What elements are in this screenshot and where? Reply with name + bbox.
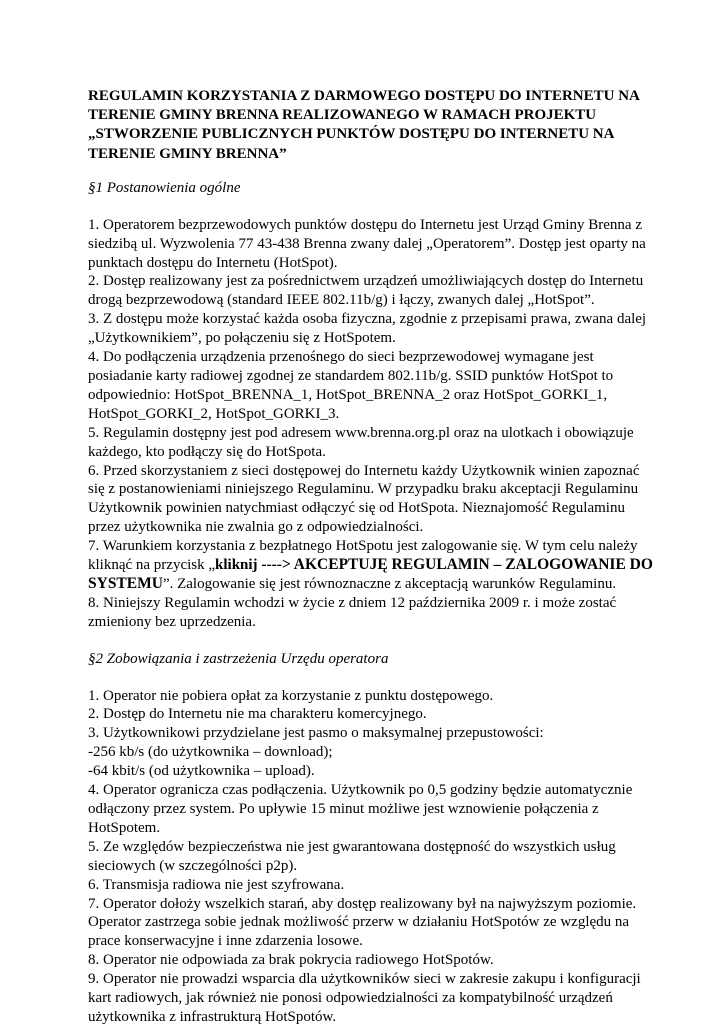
- text-line: Użytkownik powinien natychmiast odłączyć się od HotSpota. Nieznajomość Regulaminu: [88, 500, 625, 517]
- text-line: 1. Operatorem bezprzewodowych punktów dostępu do Internetu jest Urząd Gminy Brenna z: [88, 216, 642, 233]
- text-line: prace konserwacyjne i inne zdarzenia losowe.: [88, 933, 363, 950]
- text-line: 6. Transmisja radiowa nie jest szyfrowana.: [88, 876, 345, 893]
- text-line: przez użytkownika nie zwalnia go z odpowiedzialności.: [88, 519, 424, 536]
- text-line: 8. Operator nie odpowiada za brak pokrycia radiowego HotSpotów.: [88, 952, 494, 969]
- text-line: 1. Operator nie pobiera opłat za korzystanie z punktu dostępowego.: [88, 687, 494, 704]
- text-line: zmieniony bez uprzedzenia.: [88, 613, 256, 630]
- title-line: REGULAMIN KORZYSTANIA Z DARMOWEGO DOSTĘPU DO INTERNETU NA: [88, 88, 640, 104]
- instruction-bold-button-name: ----> AKCEPTUJĘ REGULAMIN – ZALOGOWANIE DO: [261, 556, 653, 574]
- text-line: 4. Operator ogranicza czas podłączenia. Użytkownik po 0,5 godziny będzie automatycznie: [88, 782, 633, 799]
- text-line: 2. Dostęp do Internetu nie ma charakteru komercyjnego.: [88, 706, 427, 723]
- text-line: 3. Z dostępu może korzystać każda osoba fizyczna, zgodnie z przepisami prawa, zwana dalej: [88, 311, 647, 328]
- text-line: „Użytkownikiem”, po połączeniu się z HotSpotem.: [88, 330, 396, 347]
- text-line: użytkownika z infrastrukturą HotSpotów.: [88, 1008, 337, 1025]
- text-line: odpowiednio: HotSpot_BRENNA_1, HotSpot_BRENNA_2 oraz HotSpot_GORKI_1,: [88, 386, 608, 403]
- title-line: TERENIE GMINY BRENNA”: [88, 145, 287, 162]
- text-line: HotSpotem.: [88, 819, 161, 836]
- text-line-button-instruction: [88, 556, 653, 575]
- text-line: 9. Operator nie prowadzi wsparcia dla użytkowników sieci w zakresie zakupu i konfiguracji: [88, 971, 641, 988]
- text-line: Operator zastrzega sobie jednak możliwość przerw w działaniu HotSpotów ze względu na: [88, 914, 630, 931]
- text-line: 6. Przed skorzystaniem z sieci dostępowej do Internetu każdy Użytkownik winien zapoznać: [88, 462, 640, 479]
- section-2-heading: §2 Zobowiązania i zastrzeżenia Urzędu operatora: [88, 650, 389, 667]
- text-line: 7. Operator dołoży wszelkich starań, aby dostęp realizowany był na najwyższym poziomie.: [88, 895, 637, 912]
- section-1-body: [88, 216, 653, 632]
- text-line: 5. Regulamin dostępny jest pod adresem www.brenna.org.pl oraz na ulotkach i obowiązuje: [88, 424, 634, 441]
- text-line: 3. Użytkownikowi przydzielane jest pasmo o maksymalnej przepustowości:: [88, 725, 544, 742]
- text-line: posiadanie karty radiowej zgodnej ze standardem 802.11b/g. SSID punktów HotSpot to: [88, 367, 614, 384]
- text-line: -64 kbit/s (od użytkownika – upload).: [88, 763, 315, 780]
- document-title: [88, 87, 648, 164]
- section-2-body: [88, 687, 648, 1027]
- text-line: siedzibą ul. Wyzwolenia 77 43-438 Brenna zwany dalej „Operatorem”. Dostęp jest oparty na: [88, 235, 646, 252]
- text-line: 8. Niniejszy Regulamin wchodzi w życie z dniem 12 października 2009 r. i może zostać: [88, 594, 617, 611]
- text-line: kart radiowych, jak również nie ponosi odpowiedzialności za kompatybilność urządzeń: [88, 990, 613, 1007]
- text-line: [88, 575, 648, 594]
- text-line: 5. Ze względów bezpieczeństwa nie jest gwarantowana dostępność do wszystkich usług: [88, 838, 616, 855]
- text-line: się z postanowieniami niniejszego Regulaminu. W przypadku braku akceptacji Regulaminu: [88, 481, 639, 498]
- document-page: [88, 87, 653, 1027]
- text-line: sieciowych (w szczególności p2p).: [88, 857, 298, 874]
- text-line: drogą bezprzewodową (standard IEEE 802.11b/g) i łączy, zwanych dalej „HotSpot”.: [88, 292, 595, 309]
- title-line: TERENIE GMINY BRENNA REALIZOWANEGO W RAMACH PROJEKTU: [88, 107, 597, 124]
- instruction-bold-click: kliknij: [215, 557, 262, 574]
- text-line: odłączony przez system. Po upływie 15 minut możliwe jest wznowienie połączenia z: [88, 801, 599, 817]
- instruction-bold-system: SYSTEMU: [88, 574, 163, 592]
- text-line: 7. Warunkiem korzystania z bezpłatnego HotSpotu jest zalogowanie się. W tym celu należy: [88, 538, 638, 555]
- text-line: 4. Do podłączenia urządzenia przenośnego do sieci bezprzewodowej wymagane jest: [88, 349, 594, 366]
- title-line: „STWORZENIE PUBLICZNYCH PUNKTÓW DOSTĘPU DO INTERNETU NA: [88, 126, 615, 143]
- instruction-text: kliknąć na przycisk „: [88, 557, 216, 574]
- section-1-heading: §1 Postanowienia ogólne: [88, 179, 241, 196]
- instruction-text: ”. Zalogowanie się jest równoznaczne z akceptacją warunków Regulaminu.: [162, 575, 617, 592]
- text-line: 2. Dostęp realizowany jest za pośrednictwem urządzeń umożliwiających dostęp do Internetu: [88, 273, 644, 290]
- text-line: każdego, kto podłączy się do HotSpota.: [88, 443, 326, 460]
- text-line: HotSpot_GORKI_2, HotSpot_GORKI_3.: [88, 405, 340, 422]
- text-line: -256 kb/s (do użytkownika – download);: [88, 744, 333, 761]
- text-line: punktach dostępu do Internetu (HotSpot).: [88, 254, 338, 271]
